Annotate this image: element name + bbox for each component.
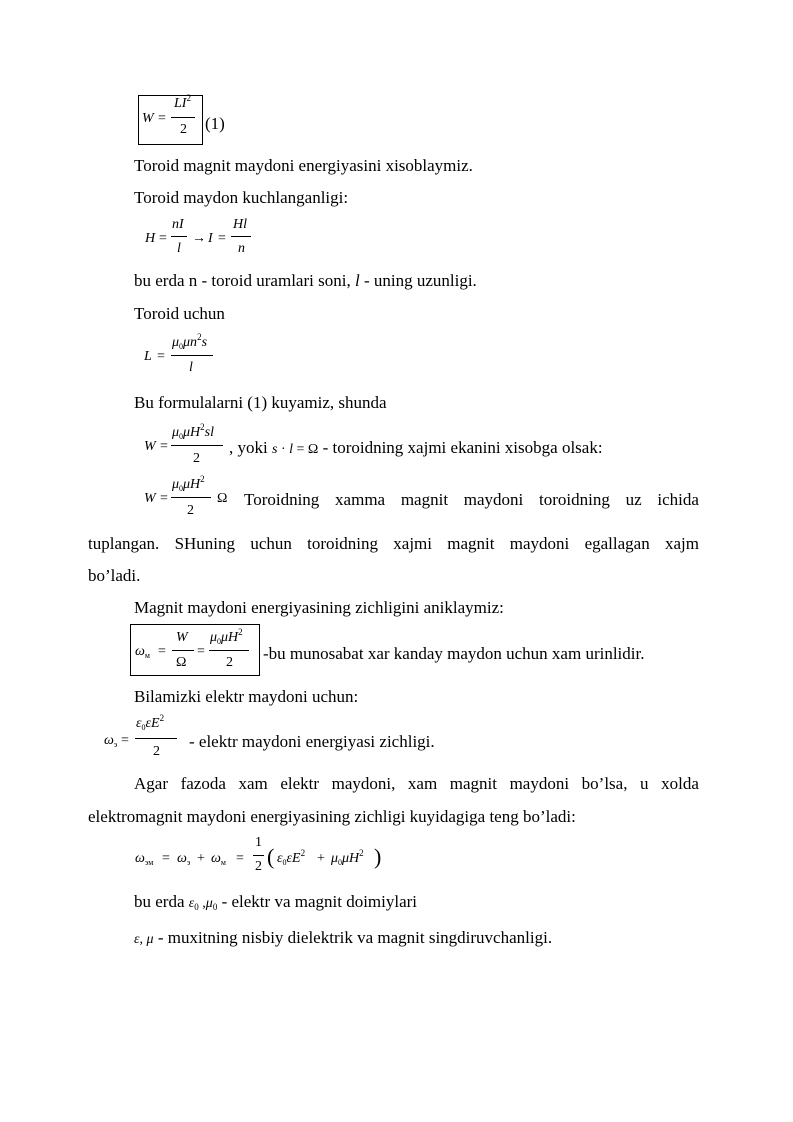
- paragraph-line: bu erda ε0 ,μ0 - elektr va magnit doimiylari: [134, 892, 418, 912]
- paragraph-line: , yoki s · l = Ω - toroidning xajmi ekanini xisobga olsak:: [229, 438, 603, 457]
- paragraph-line: Bu formulalarni (1) kuyamiz, shunda: [134, 393, 387, 412]
- paragraph-line: - elektr maydoni energiyasi zichligi.: [189, 732, 435, 751]
- formula-h: H: [145, 231, 156, 246]
- paragraph-line: Toroid magnit maydoni energiyasini xisoblaymiz.: [134, 156, 473, 175]
- formula-l: L: [144, 349, 152, 364]
- paragraph-line-justified: Agar fazoda xam elektr maydoni, xam magnit maydoni bo’lsa, u xolda: [134, 774, 699, 793]
- paragraph-line-justified: tuplangan. SHuning uchun toroidning xajmi magnit maydoni egallagan xajm: [88, 534, 699, 553]
- paragraph-line: -bu munosabat xar kanday maydon uchun xam urinlidir.: [263, 644, 645, 663]
- paragraph-line: elektromagnit maydoni energiyasining zichligi kuyidagiga teng bo’ladi:: [88, 807, 576, 826]
- paragraph-line-justified: Toroidning xamma magnit maydoni toroidning uz ichida: [244, 490, 699, 509]
- paragraph-line: bo’ladi.: [88, 566, 141, 585]
- formula-number: (1): [205, 114, 225, 133]
- paragraph-line: Toroid uchun: [134, 304, 225, 323]
- paragraph-line: ε, μ - muxitning nisbiy dielektrik va magnit singdiruvchanligi.: [134, 928, 553, 947]
- formula-w: W: [142, 111, 154, 126]
- paragraph-line: Toroid maydon kuchlanganligi:: [134, 188, 349, 207]
- paragraph-line: bu erda n - toroid uramlari soni, l - uning uzunligi.: [134, 271, 477, 290]
- paragraph-line: Bilamizki elektr maydoni uchun:: [134, 687, 359, 706]
- paragraph-line: Magnit maydoni energiyasining zichligini aniklaymiz:: [134, 598, 504, 617]
- document-page: W = $LI^2$ 2 (1) Toroid magnit maydoni energiyasini xisoblaymiz. Toroid maydon kuchlanganligi: H = nI l → I = Hl n bu erda n - toroid uramlari soni, l - uning uzunligi. Toroid uchun L = $\mu_0\mu n^2s$ l Bu formulalarni (1) kuyamiz, shunda W = $\mu_0\mu H^2sl$ 2 , yoki s · l = Ω - toroidning xajmi ekanini xisobga olsak: W = $\mu_0\mu H^2$ 2 Ω Toroidning xamma magnit maydoni toroidning uz ichida tuplangan. SHuning uchun toroidning xajmi magnit maydoni egallagan xajm bo’ladi. Magnit maydoni energiyasining zichligini aniklaymiz: $\omega_м$ = W Ω = $\mu_0\mu H^2$ 2 -bu munosabat xar kanday maydon uchun xam urinlidir. Bilamizki elektr maydoni uchun: $\omega_э$ = $\varepsilon_0\varepsilon E^2$ 2 - elektr maydoni energiyasi zichligi. Agar fazoda xam elektr maydoni, xam magnit maydoni bo’lsa, u xolda elektromagnit maydoni energiyasining zichligi kuyidagiga teng bo’ladi: $\omega_{эм}$ = $\omega_э$ + $\omega_м$ = 1 2 ( $\varepsilon_0\varepsilon E^2$ + $\mu_0\mu H^2$ ) bu erda ε0 ,μ0 - elektr va magnit doimiylari ε, μ - muxitning nisbiy dielektrik va magnit singdiruvchanligi.: [88, 93, 699, 947]
